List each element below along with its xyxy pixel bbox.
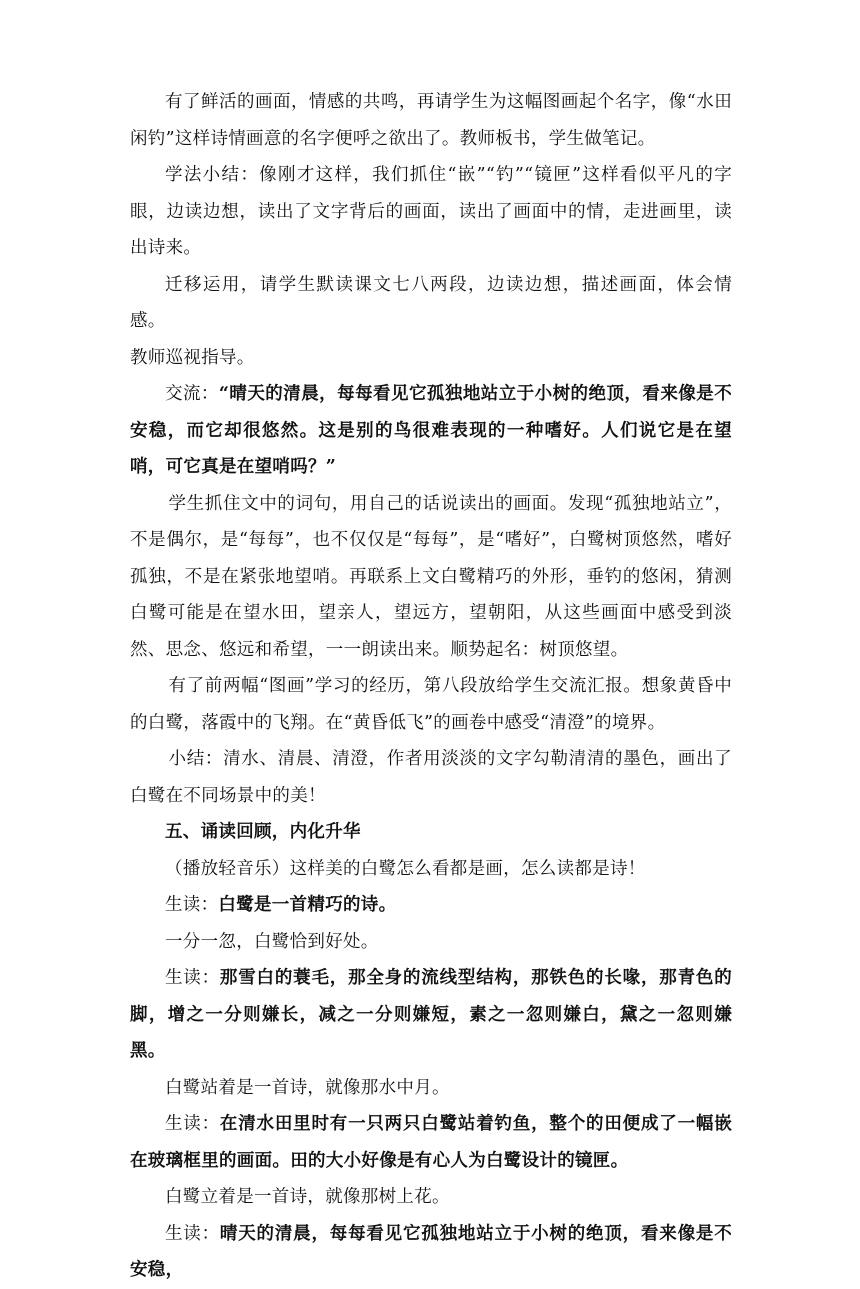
- paragraph-transfer: 迁移运用，请学生默读课文七八两段，边读边想，描述画面，体会情感。: [130, 274, 732, 331]
- paragraph-student-analysis: 学生抓住文中的词句，用自己的话说读出的画面。发现“孤独地站立”，不是偶尔，是“每每”，也不仅仅是“每每”，是“嗜好”，白鹭树顶悠然，嗜好孤独，不是在紧张地望哨。再联系上文白鹭精巧的外形，垂钓的悠闲，猜测白鹭可能是在望水田，望亲人，望远方，望朝阳，从这些画面中感受到淡然、思念、悠远和希望，一一朗读出来。顺势起名：树顶悠望。: [130, 493, 732, 660]
- paragraph-summary: 小结：清水、清晨、清澄，作者用淡淡的文字勾勒清清的墨色，画出了白鹭在不同场景中的美！: [130, 749, 732, 806]
- section-heading-five: 五、诵读回顾，内化升华: [165, 822, 361, 842]
- read-text: 那雪白的蓑毛，那全身的流线型结构，那铁色的长喙，那青色的脚，增之一分则嫌长，减之一分则嫌短，素之一忽则嫌白，黛之一忽则嫌黑。: [130, 968, 732, 1061]
- paragraph-exchange: [130, 376, 732, 486]
- paragraph-method-summary: 学法小结：像刚才这样，我们抓住“嵌”“钓”“镜匣”这样看似平凡的字眼，边读边想，读出了文字背后的画面，读出了画面中的情，走进画里，读出诗来。: [130, 165, 732, 258]
- exchange-quote: “晴天的清晨，每每看见它孤独地站立于小树的绝顶，看来像是不安稳，而它却很悠然。这是别的鸟很难表现的一种嗜好。人们说它是在望哨，可它真是在望哨吗？”: [130, 384, 732, 477]
- paragraph-tree-poem: 白鹭立着是一首诗，就像那树上花。: [165, 1187, 450, 1207]
- document-body: [130, 84, 732, 1289]
- paragraph-standing-poem: 白鹭站着是一首诗，就像那水中月。: [165, 1077, 450, 1098]
- paragraph-music: （播放轻音乐）这样美的白鹭怎么看都是画，怎么读都是诗！: [165, 858, 646, 879]
- paragraph-just-right: 一分一忽，白鹭恰到好处。: [165, 931, 379, 952]
- paragraph-teacher-guide: 教师巡视指导。: [130, 347, 255, 368]
- read-label: 生读：: [165, 1114, 220, 1134]
- exchange-label: 交流：: [165, 384, 219, 404]
- read-label: 生读：: [165, 895, 219, 915]
- paragraph-read-3: [130, 1106, 732, 1179]
- paragraph-eighth-section: 有了前两幅“图画”学习的经历，第八段放给学生交流汇报。想象黄昏中的白鹭，落霞中的飞翔。在“黄昏低飞”的画卷中感受“清澄”的境界。: [130, 676, 732, 733]
- read-text: 白鹭是一首精巧的诗。: [218, 895, 397, 915]
- paragraph-read-4: [130, 1216, 732, 1289]
- read-label: 生读：: [165, 968, 220, 988]
- read-text: 在清水田里时有一只两只白鹭站着钓鱼，整个的田便成了一幅嵌在玻璃框里的画面。田的大小好像是有心人为白鹭设计的镜匣。: [130, 1114, 732, 1171]
- read-text: 晴天的清晨，每每看见它孤独地站立于小树的绝顶，看来像是不安稳，: [130, 1223, 732, 1280]
- paragraph-naming: 有了鲜活的画面，情感的共鸣，再请学生为这幅图画起个名字，像“水田闲钓”这样诗情画意的名字便呼之欲出了。教师板书，学生做笔记。: [130, 92, 732, 149]
- read-label: 生读：: [165, 1223, 220, 1244]
- paragraph-read-2: [130, 960, 732, 1070]
- paragraph-read-1: [130, 887, 732, 924]
